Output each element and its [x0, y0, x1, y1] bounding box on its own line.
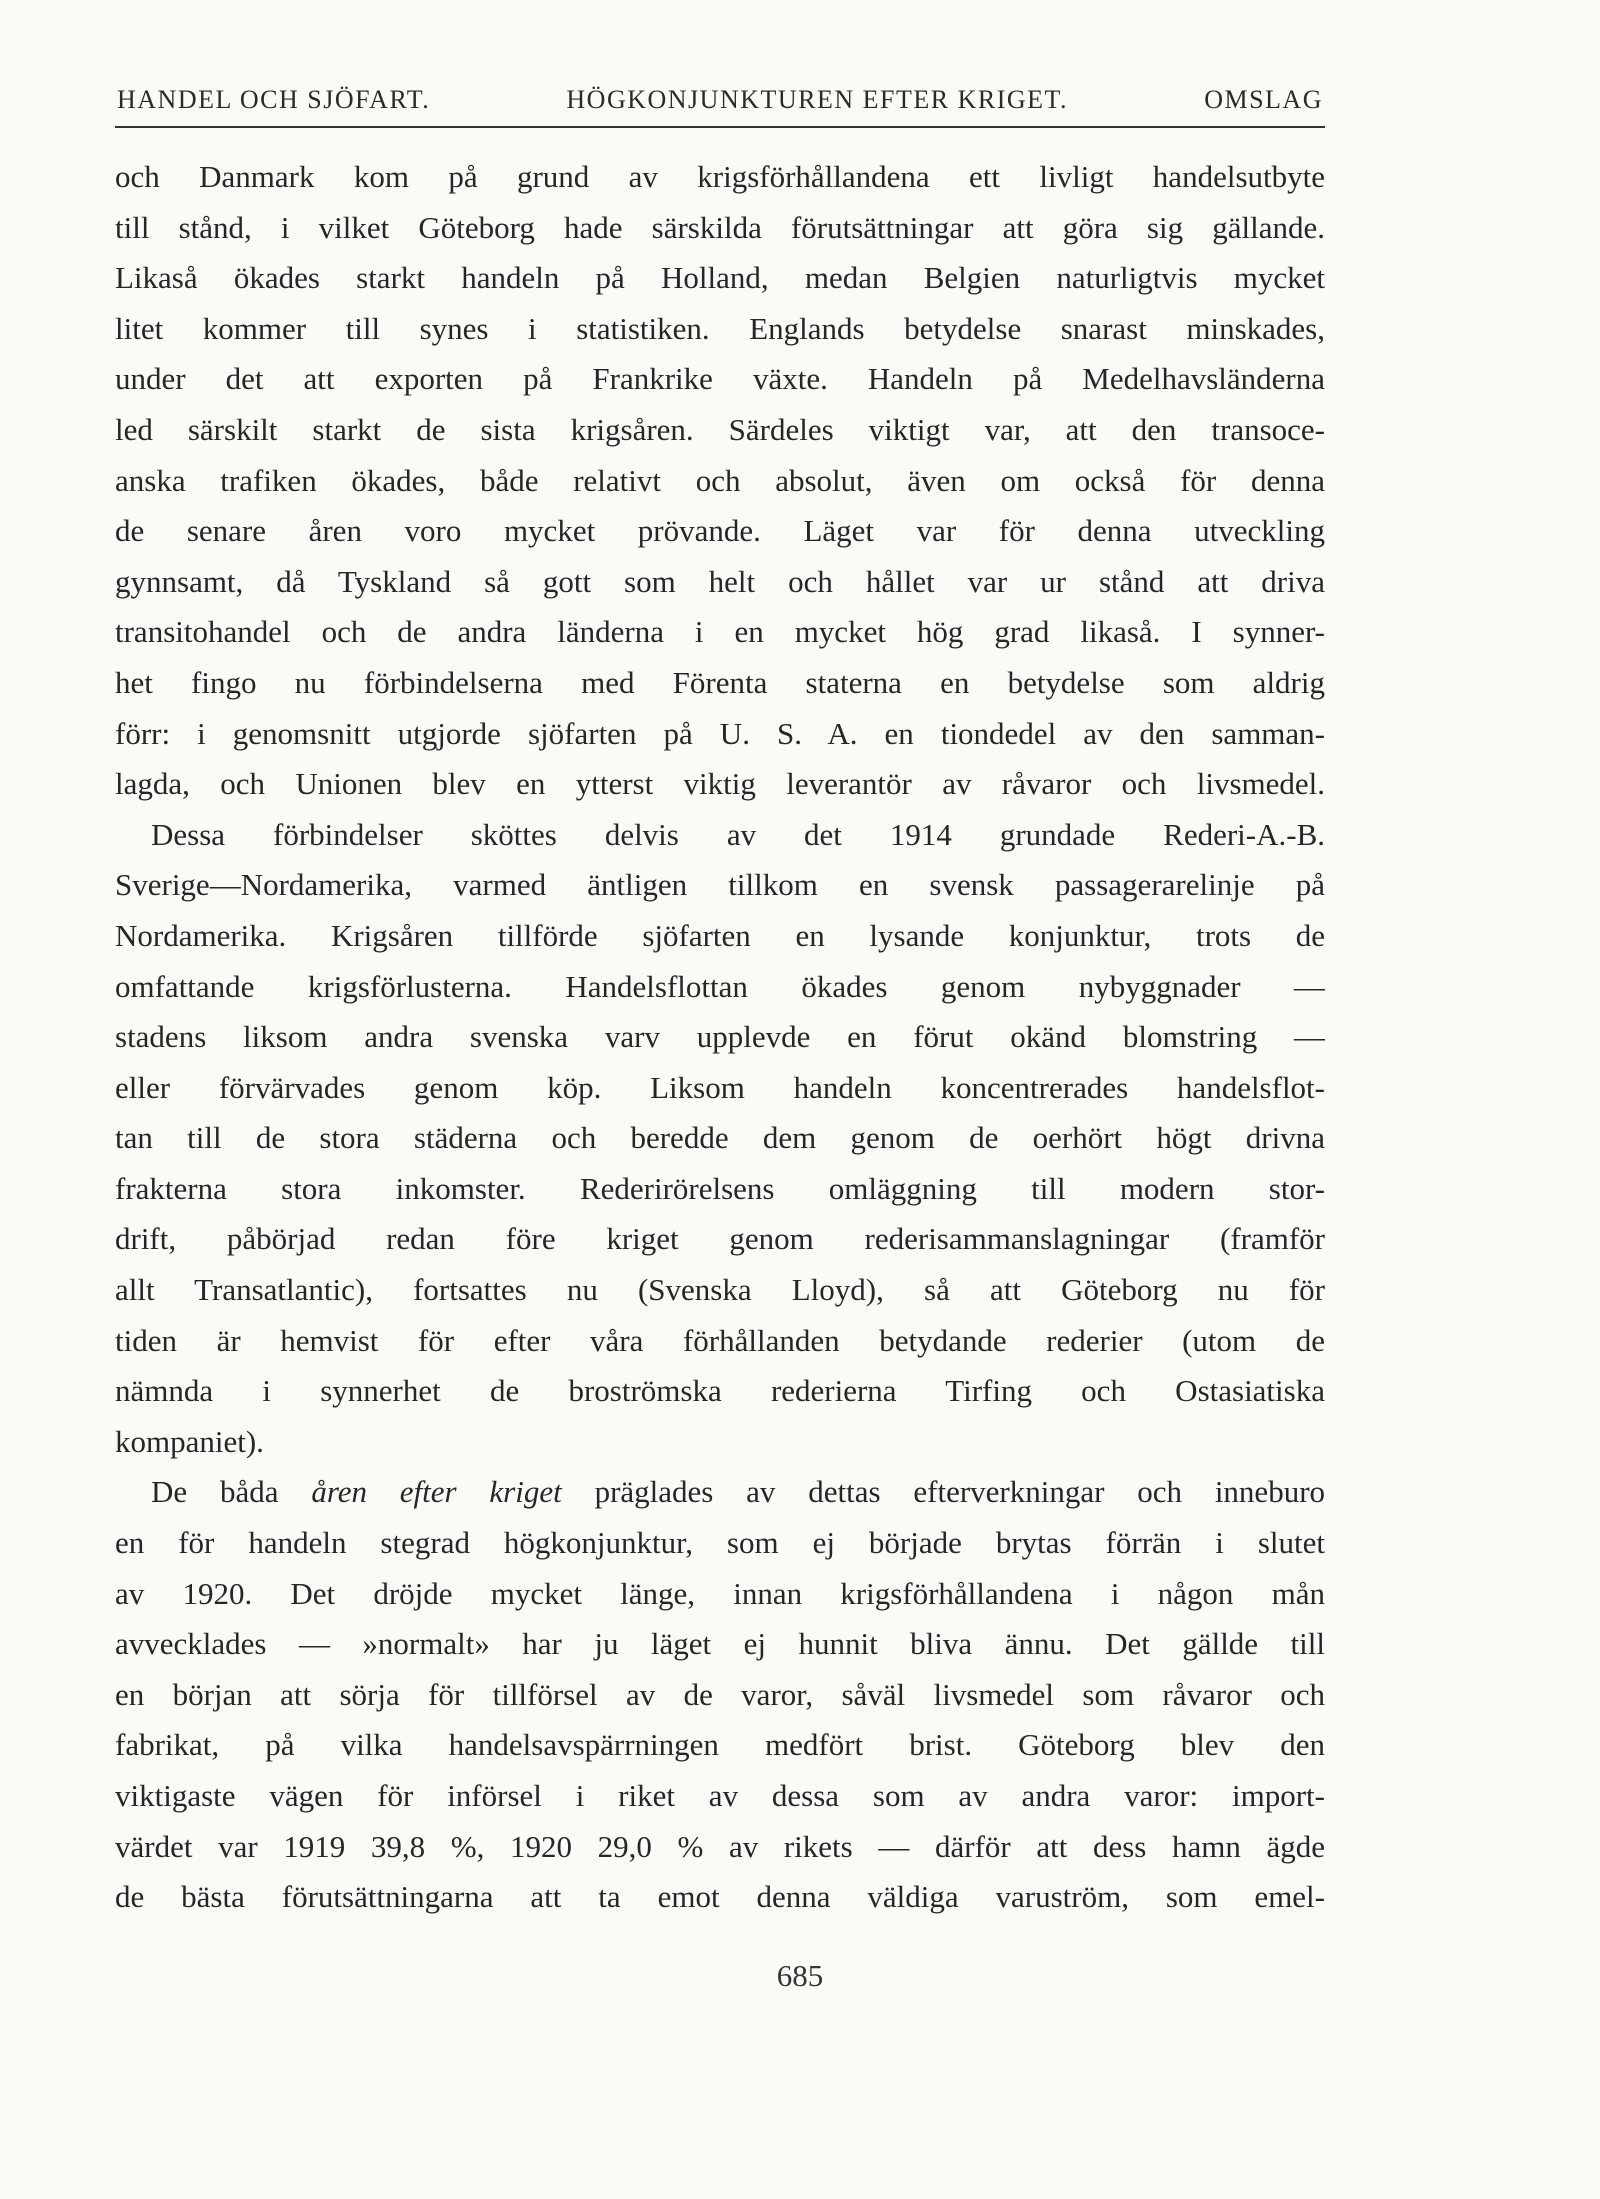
text-line: en början att sörja för tillförsel av de varor, såväl livsmedel som råvaror och — [115, 1676, 1325, 1712]
text-line: Nordamerika. Krigsåren tillförde sjöfarten en lysande konjunktur, trots de — [115, 917, 1325, 953]
text-line: fabrikat, på vilka handelsavspärrningen medfört brist. Göteborg blev den — [115, 1727, 1325, 1763]
header-left: HANDEL OCH SJÖFART. — [117, 85, 431, 114]
para2-emphasis: åren efter kriget — [311, 1474, 562, 1510]
header-center: HÖGKONJUNKTUREN EFTER KRIGET. — [566, 85, 1068, 114]
text-line: frakterna stora inkomster. Rederirörelsens omläggning till modern stor- — [115, 1170, 1325, 1206]
body-text — [115, 152, 1325, 1923]
text-line: Dessa förbindelser sköttes delvis av det 1914 grundade Rederi-A.-B. — [151, 816, 1325, 852]
text-line: Likaså ökades starkt handeln på Holland, medan Belgien naturligtvis mycket — [115, 260, 1325, 296]
text-line: av 1920. Det dröjde mycket länge, innan krigsförhållandena i någon mån — [115, 1575, 1325, 1611]
running-header — [117, 80, 1323, 120]
header-right: OMSLAG — [1204, 85, 1323, 114]
page-number: 685 — [776, 1958, 824, 1993]
text-line: till stånd, i vilket Göteborg hade särskilda förutsättningar att göra sig gällande. — [115, 209, 1325, 245]
text-line: tiden är hemvist för efter våra förhållanden betydande rederier (utom de — [115, 1322, 1325, 1358]
text-line: gynnsamt, då Tyskland så gott som helt och hållet var ur stånd att driva — [115, 563, 1325, 599]
text-line: het fingo nu förbindelserna med Förenta staterna en betydelse som aldrig — [115, 664, 1325, 700]
para2-rest: präglades av dettas efterverkningar och inneburo — [594, 1474, 1325, 1510]
text-line: en för handeln stegrad högkonjunktur, som ej började brytas förrän i slutet — [115, 1525, 1325, 1561]
text-line: anska trafiken ökades, både relativt och absolut, även om också för denna — [115, 462, 1325, 498]
text-line: transitohandel och de andra länderna i en mycket hög grad likaså. I synner- — [115, 614, 1325, 650]
text-line: de bästa förutsättningarna att ta emot denna väldiga varuström, som emel- — [115, 1879, 1325, 1915]
text-line: värdet var 1919 39,8 %, 1920 29,0 % av rikets — därför att dess hamn ägde — [115, 1828, 1325, 1864]
text-line: allt Transatlantic), fortsattes nu (Svenska Lloyd), så att Göteborg nu för — [115, 1272, 1325, 1308]
text-line: förr: i genomsnitt utgjorde sjöfarten på U. S. A. en tiondedel av den samman- — [115, 715, 1325, 751]
text-line: eller förvärvades genom köp. Liksom handeln koncentrerades handelsflot- — [115, 1069, 1325, 1105]
text-line: lagda, och Unionen blev en ytterst viktig leverantör av råvaror och livsmedel. — [115, 766, 1325, 802]
text-line: tan till de stora städerna och beredde dem genom de oerhört högt drivna — [115, 1120, 1325, 1156]
text-line: viktigaste vägen för införsel i riket av dessa som av andra varor: import- — [115, 1778, 1325, 1813]
text-line: omfattande krigsförlusterna. Handelsflottan ökades genom nybyggnader — — [115, 968, 1325, 1004]
text-line: nämnda i synnerhet de broströmska rederierna Tirfing och Ostasiatiska — [115, 1373, 1325, 1409]
text-line: drift, påbörjad redan före kriget genom rederisammanslagningar (framför — [115, 1221, 1325, 1257]
paragraph-opening-line — [115, 1467, 1325, 1518]
text-line: led särskilt starkt de sista krigsåren. Särdeles viktigt var, att den transoce- — [115, 411, 1325, 447]
header-rule — [115, 126, 1325, 128]
text-line: Sverige—Nordamerika, varmed äntligen tillkom en svensk passagerarelinje på — [115, 867, 1325, 903]
text-line: och Danmark kom på grund av krigsförhållandena ett livligt handelsutbyte — [115, 159, 1325, 194]
text-line: de senare åren voro mycket prövande. Läget var för denna utveckling — [115, 513, 1325, 549]
text-line: avvecklades — »normalt» har ju läget ej hunnit bliva ännu. Det gällde till — [115, 1626, 1325, 1662]
text-line: stadens liksom andra svenska varv upplevde en förut okänd blomstring — — [115, 1019, 1325, 1055]
para2-start: De båda — [151, 1474, 279, 1510]
text-line: kompaniet). — [115, 1423, 264, 1459]
text-line: under det att exporten på Frankrike växte. Handeln på Medelhavsländerna — [115, 361, 1325, 397]
text-line: litet kommer till synes i statistiken. Englands betydelse snarast minskades, — [115, 310, 1325, 346]
